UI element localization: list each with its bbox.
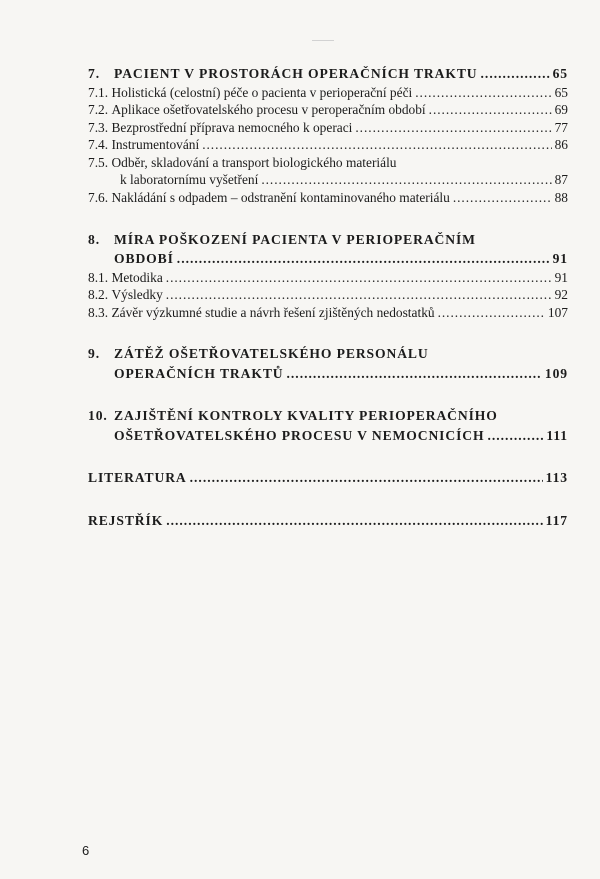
toc-chapter-9-cont[interactable]	[88, 364, 568, 384]
toc-chapter-7[interactable]	[88, 64, 568, 84]
toc-entry-7-5[interactable]	[88, 154, 568, 172]
entry-title: Výsledky	[111, 287, 163, 303]
table-of-contents	[88, 64, 568, 530]
page-number: 65	[554, 84, 568, 100]
toc-entry-8-3[interactable]	[88, 304, 568, 322]
dot-leader	[453, 189, 552, 207]
entry-title: Odběr, skladování a transport biologického materiálu	[111, 154, 397, 170]
chapter-title: ZAJIŠTĚNÍ KONTROLY KVALITY PERIOPERAČNÍHO	[114, 408, 498, 424]
entry-number: 8.3.	[88, 304, 109, 320]
chapter-title-continuation: OBDOBÍ	[114, 251, 174, 267]
toc-chapter-9[interactable]	[88, 344, 568, 364]
toc-chapter-8-cont[interactable]	[88, 249, 568, 269]
entry-number: 7.2.	[88, 102, 109, 118]
page-number: 92	[554, 287, 568, 303]
dot-leader	[261, 171, 551, 189]
chapter-title: ZÁTĚŽ OŠETŘOVATELSKÉHO PERSONÁLU	[114, 346, 429, 362]
entry-number: 8.1.	[88, 269, 109, 285]
toc-entry-7-5-cont[interactable]	[88, 171, 568, 189]
entry-title-continuation: k laboratornímu vyšetření	[120, 172, 259, 188]
chapter-number: 8.	[88, 231, 100, 247]
toc-entry-7-6[interactable]	[88, 189, 568, 207]
entry-number: 7.6.	[88, 190, 109, 206]
toc-entry-7-2[interactable]	[88, 101, 568, 119]
page-number: 113	[545, 470, 568, 486]
chapter-title-continuation: OPERAČNÍCH TRAKTŮ	[114, 365, 284, 381]
entry-title: Metodika	[111, 269, 163, 285]
toc-entry-7-4[interactable]	[88, 136, 568, 154]
dot-leader	[177, 249, 550, 269]
dot-leader	[415, 84, 551, 102]
page-number: 117	[545, 512, 568, 528]
entry-number: 7.5.	[88, 154, 109, 170]
folio-page-number: 6	[82, 843, 90, 858]
entry-title: Instrumentování	[111, 137, 200, 153]
entry-title: Aplikace ošetřovatelského procesu v peroperačním období	[111, 102, 426, 118]
toc-rejstrik[interactable]	[88, 511, 568, 531]
dot-leader	[481, 64, 550, 84]
dot-leader	[166, 286, 552, 304]
toc-literatura[interactable]	[88, 468, 568, 488]
entry-title: Závěr výzkumné studie a návrh řešení zjištěných nedostatků	[111, 304, 435, 320]
page-number: 87	[554, 172, 568, 188]
chapter-title: PACIENT V PROSTORÁCH OPERAČNÍCH TRAKTU	[114, 66, 478, 81]
entry-number: 8.2.	[88, 287, 109, 303]
entry-title: Nakládání s odpadem – odstranění kontaminovaného materiálu	[111, 190, 450, 206]
toc-entry-7-1[interactable]	[88, 84, 568, 102]
page-number: 109	[544, 365, 568, 381]
chapter-number: 9.	[88, 346, 100, 362]
toc-entry-7-3[interactable]	[88, 119, 568, 137]
page-number: 91	[552, 251, 568, 267]
dot-leader	[355, 119, 551, 137]
dot-leader	[202, 136, 551, 154]
section-title: LITERATURA	[88, 470, 187, 486]
section-title: REJSTŘÍK	[88, 512, 164, 528]
page-number: 65	[552, 66, 568, 81]
entry-title: Holistická (celostní) péče o pacienta v perioperační péči	[111, 84, 413, 100]
chapter-title-continuation: OŠETŘOVATELSKÉHO PROCESU V NEMOCNICÍCH	[114, 427, 485, 443]
page-number: 88	[554, 190, 568, 206]
entry-number: 7.4.	[88, 137, 109, 153]
dot-leader	[438, 304, 545, 322]
chapter-title: MÍRA POŠKOZENÍ PACIENTA V PERIOPERAČNÍM	[114, 231, 476, 247]
chapter-number: 10.	[88, 408, 108, 424]
toc-chapter-8[interactable]	[88, 230, 568, 250]
entry-title: Bezprostřední příprava nemocného k operaci	[111, 119, 353, 135]
page-top-mark	[312, 40, 334, 41]
page-number: 111	[546, 427, 568, 443]
page-number: 86	[554, 137, 568, 153]
dot-leader	[166, 269, 552, 287]
chapter-number: 7.	[88, 66, 100, 81]
page-number: 91	[554, 269, 568, 285]
toc-entry-8-1[interactable]	[88, 269, 568, 287]
page-number: 69	[554, 102, 568, 118]
dot-leader	[190, 468, 543, 488]
dot-leader	[166, 511, 542, 531]
page-number: 107	[547, 304, 568, 320]
toc-entry-8-2[interactable]	[88, 286, 568, 304]
toc-chapter-10-cont[interactable]	[88, 426, 568, 446]
entry-number: 7.3.	[88, 119, 109, 135]
entry-number: 7.1.	[88, 84, 109, 100]
dot-leader	[429, 101, 552, 119]
page-number: 77	[554, 119, 568, 135]
dot-leader	[287, 364, 542, 384]
toc-chapter-10[interactable]	[88, 406, 568, 426]
dot-leader	[487, 426, 543, 446]
